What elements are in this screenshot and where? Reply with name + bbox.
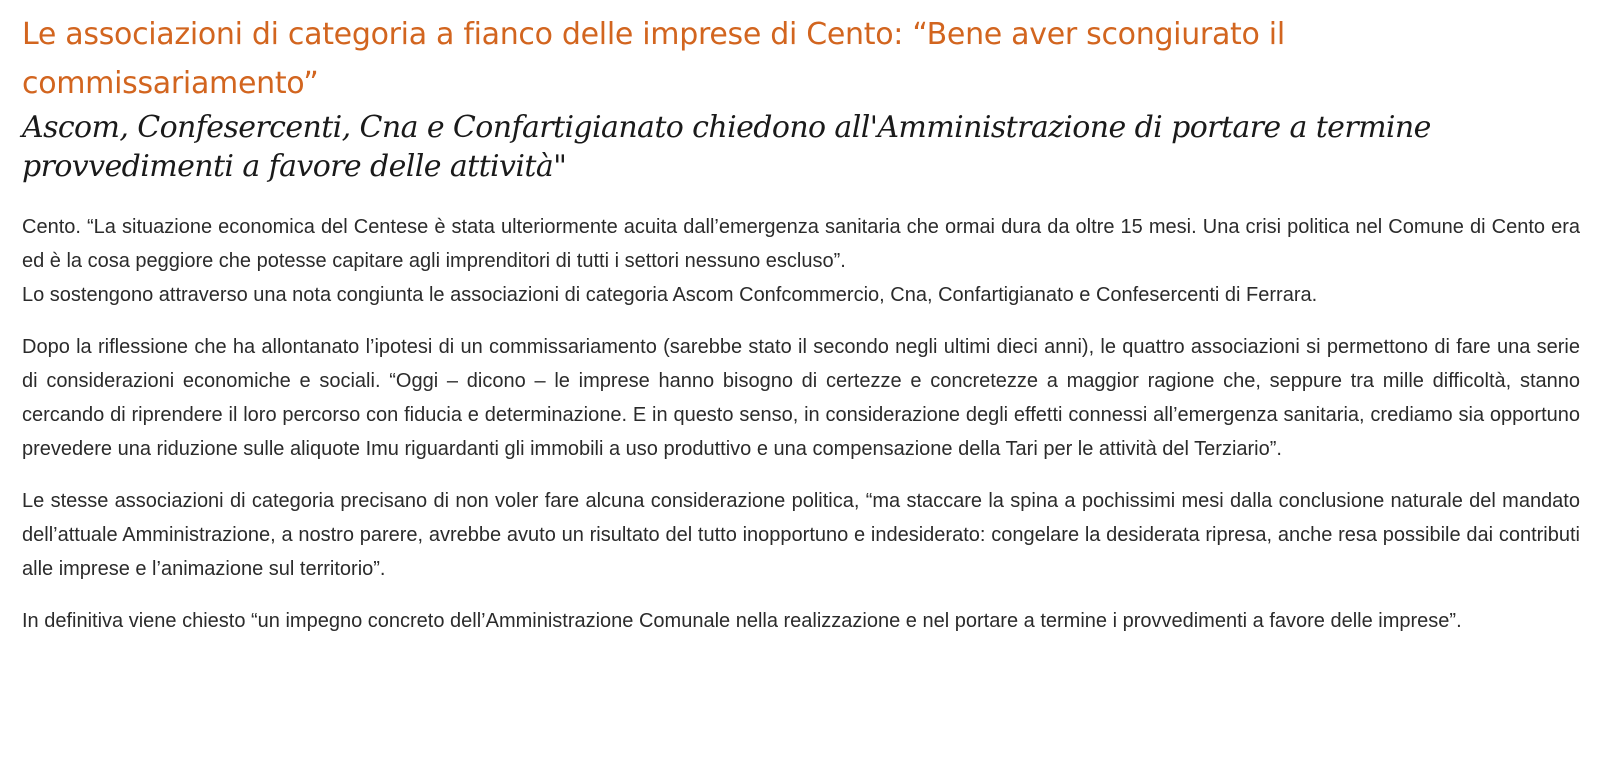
article-paragraph-intro: Cento. “La situazione economica del Centese è stata ulteriormente acuita dall’emergenza sanitaria che ormai dura da oltre 15 mesi. Una crisi politica nel Comune di Cento era ed è la cosa peggiore che potesse capitare agli imprenditori di tutti i settori nessuno escluso”. (22, 216, 1580, 272)
article-body (22, 210, 1580, 638)
article-paragraph-source: Lo sostengono attraverso una nota congiunta le associazioni di categoria Ascom Confcommercio, Cna, Confartigianato e Confesercenti di Ferrara. (22, 284, 1318, 306)
article-headline: Le associazioni di categoria a fianco delle imprese di Cento: “Bene aver scongiurato il commissariamento” (22, 17, 1285, 101)
article-paragraph-conclusion: In definitiva viene chiesto “un impegno concreto dell’Amministrazione Comunale nella realizzazione e nel portare a termine i provvedimenti a favore delle imprese”. (22, 610, 1462, 632)
intro-paragraph-group (22, 210, 1580, 312)
article-paragraph-political: Le stesse associazioni di categoria precisano di non voler fare alcuna considerazione politica, “ma staccare la spina a pochissimi mesi dalla conclusione naturale del mandato dell’attuale Amministrazione, a nostro parere, avrebbe avuto un risultato del tutto inopportuno e indesiderato: congelare la desiderata ripresa, anche resa possibile dai contributi alle imprese e l’animazione sul territorio”. (22, 490, 1580, 580)
article-subheadline: Ascom, Confesercenti, Cna e Confartigianato chiedono all'Amministrazione di portare a termine provvedimenti a favore delle attività" (22, 110, 1431, 184)
article-paragraph-considerations: Dopo la riflessione che ha allontanato l’ipotesi di un commissariamento (sarebbe stato il secondo negli ultimi dieci anni), le quattro associazioni si permettono di fare una serie di considerazioni economiche e sociali. “Oggi – dicono – le imprese hanno bisogno di certezze e concretezze a maggior ragione che, seppure tra mille difficoltà, stanno cercando di riprendere il loro percorso con fiducia e determinazione. E in questo senso, in considerazione degli effetti connessi all’emergenza sanitaria, crediamo sia opportuno prevedere una riduzione sulle aliquote Imu riguardanti gli immobili a uso produttivo e una compensazione della Tari per le attività del Terziario”. (22, 336, 1580, 460)
